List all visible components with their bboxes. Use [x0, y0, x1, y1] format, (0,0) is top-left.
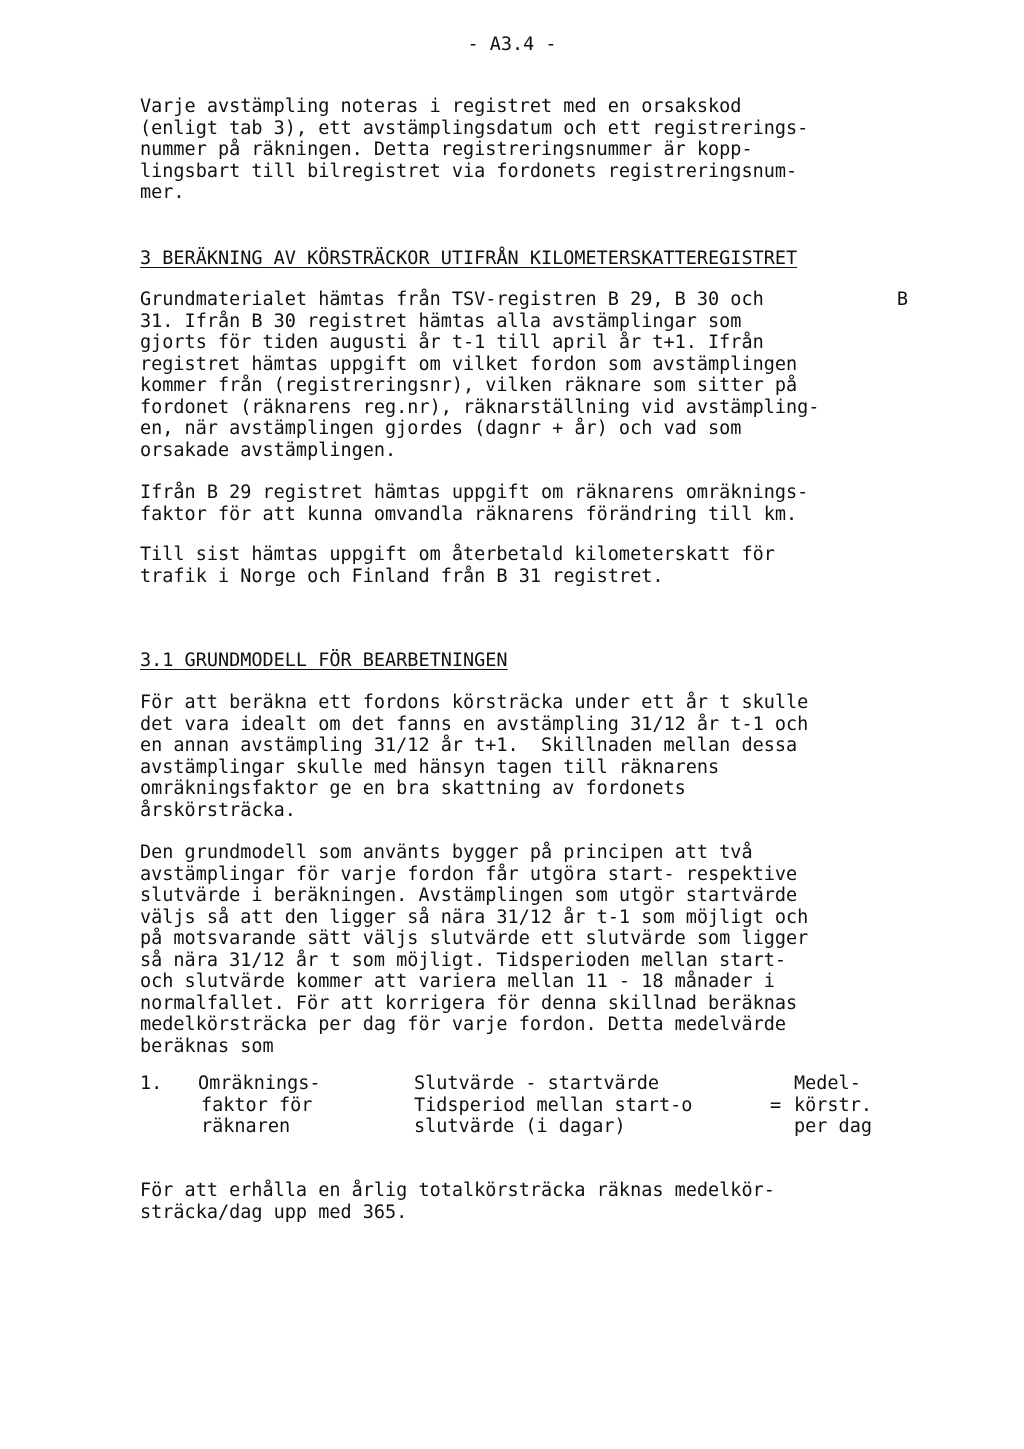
text-line: medelkörsträcka per dag för varje fordon. Detta medelvärde	[140, 1014, 787, 1035]
fraction-denominator: slutvärde (i dagar)	[414, 1116, 626, 1137]
intro-paragraph	[140, 96, 910, 204]
text-line: faktor för att kunna omvandla räknarens förändring till km.	[140, 503, 798, 525]
section-3-paragraph-3	[140, 544, 910, 587]
text-line: Ifrån B 29 registret hämtas uppgift om räknarens omräknings-	[140, 482, 809, 503]
text-line: faktor för	[201, 1094, 313, 1116]
text-line: räknaren	[201, 1116, 291, 1137]
text-line: och slutvärde kommer att variera mellan 11 - 18 månader i	[140, 971, 775, 992]
text-line: en, när avstämplingen gjordes (dagnr + år) och vad som	[140, 418, 742, 439]
text-line: körstr.	[794, 1094, 872, 1116]
text-segment: B	[896, 289, 908, 310]
text-line: omräkningsfaktor ge en bra skattning av fordonets	[140, 778, 686, 799]
section-heading: 3 BERÄKNING AV KÖRSTRÄCKOR UTIFRÅN KILOMETERSKATTEREGISTRET	[140, 248, 798, 269]
text-line: normalfallet. För att korrigera för denna skillnad beräknas	[140, 992, 798, 1014]
section-3-1-paragraph-2	[140, 842, 910, 1057]
text-line: slutvärde i beräkningen. Avstämplingen som utgör startvärde	[140, 885, 798, 906]
section-3-paragraph-1	[140, 289, 910, 461]
text-line: Till sist hämtas uppgift om återbetald kilometerskatt för	[140, 544, 775, 565]
section-3-1-paragraph-1	[140, 692, 910, 821]
text-line: mer.	[140, 182, 185, 203]
text-line: fordonet (räknarens reg.nr), räknarställning vid avstämpling-	[140, 396, 820, 418]
page-number: - A3.4 -	[467, 34, 557, 55]
fraction-numerator: Slutvärde - startvärde	[414, 1073, 660, 1094]
formula-factor	[198, 1073, 321, 1138]
text-line: Varje avstämpling noteras i registret med en orsakskod	[140, 96, 742, 117]
text-line: per dag	[794, 1116, 872, 1137]
fraction-denominator: Tidsperiod mellan start-o	[414, 1094, 693, 1116]
text-line: Den grundmodell som använts bygger på principen att två	[140, 842, 753, 863]
text-line: en annan avstämpling 31/12 år t+1. Skillnaden mellan dessa	[140, 735, 798, 756]
text-line: på motsvarande sätt väljs slutvärde ett slutvärde som ligger	[140, 928, 809, 949]
text-line: årskörsträcka.	[140, 799, 296, 821]
text-line: det vara idealt om det fanns en avstämpling 31/12 år t-1 och	[140, 713, 809, 735]
text-line: orsakade avstämplingen.	[140, 439, 397, 461]
formula-fraction	[414, 1073, 692, 1138]
formula-number	[140, 1073, 162, 1095]
equals-sign: =	[770, 1094, 782, 1116]
text-line: (enligt tab 3), ett avstämplingsdatum och ett registrerings-	[140, 117, 809, 139]
text-line: nummer på räkningen. Detta registreringsnummer är kopp-	[140, 139, 753, 160]
text-line: För att beräkna ett fordons körsträcka under ett år t skulle	[140, 692, 809, 713]
text-line: kommer från (registreringsnr), vilken räknare som sitter på	[140, 375, 798, 396]
text-line: avstämplingar för varje fordon får utgöra start- respektive	[140, 863, 798, 885]
section-3-1-heading-block	[140, 650, 910, 672]
formula-result	[794, 1073, 872, 1138]
closing-paragraph	[140, 1180, 910, 1223]
text-line: avstämplingar skulle med hänsyn tagen till räknarens	[140, 756, 720, 778]
text-line: trafik i Norge och Finland från B 31 registret.	[140, 565, 664, 587]
section-3-paragraph-2	[140, 482, 910, 525]
formula-equals	[770, 1095, 781, 1117]
section-3-heading-block	[140, 248, 910, 270]
section-heading: 3.1 GRUNDMODELL FÖR BEARBETNINGEN	[140, 650, 508, 671]
text-line: gjorts för tiden augusti år t-1 till april år t+1. Ifrån	[140, 332, 764, 353]
text-line: Omräknings-	[198, 1073, 321, 1094]
text-line	[140, 289, 910, 311]
text-segment: Grundmaterialet hämtas från TSV-registren B 29, B 30 och	[140, 289, 764, 310]
formula-number-text: 1.	[140, 1073, 163, 1094]
text-line: beräknas som	[140, 1035, 274, 1057]
text-line: Medel-	[794, 1073, 861, 1094]
text-line: 31. Ifrån B 30 registret hämtas alla avstämplingar som	[140, 310, 742, 332]
text-line: lingsbart till bilregistret via fordonets registreringsnum-	[140, 160, 798, 182]
formula	[140, 1073, 910, 1143]
text-line: väljs så att den ligger så nära 31/12 år t-1 som möjligt och	[140, 906, 809, 928]
text-line: registret hämtas uppgift om vilket fordon som avstämplingen	[140, 353, 798, 375]
text-line: sträcka/dag upp med 365.	[140, 1201, 408, 1223]
text-line: För att erhålla en årlig totalkörsträcka räknas medelkör-	[140, 1180, 775, 1201]
text-line: så nära 31/12 år t som möjligt. Tidsperioden mellan start-	[140, 949, 787, 971]
